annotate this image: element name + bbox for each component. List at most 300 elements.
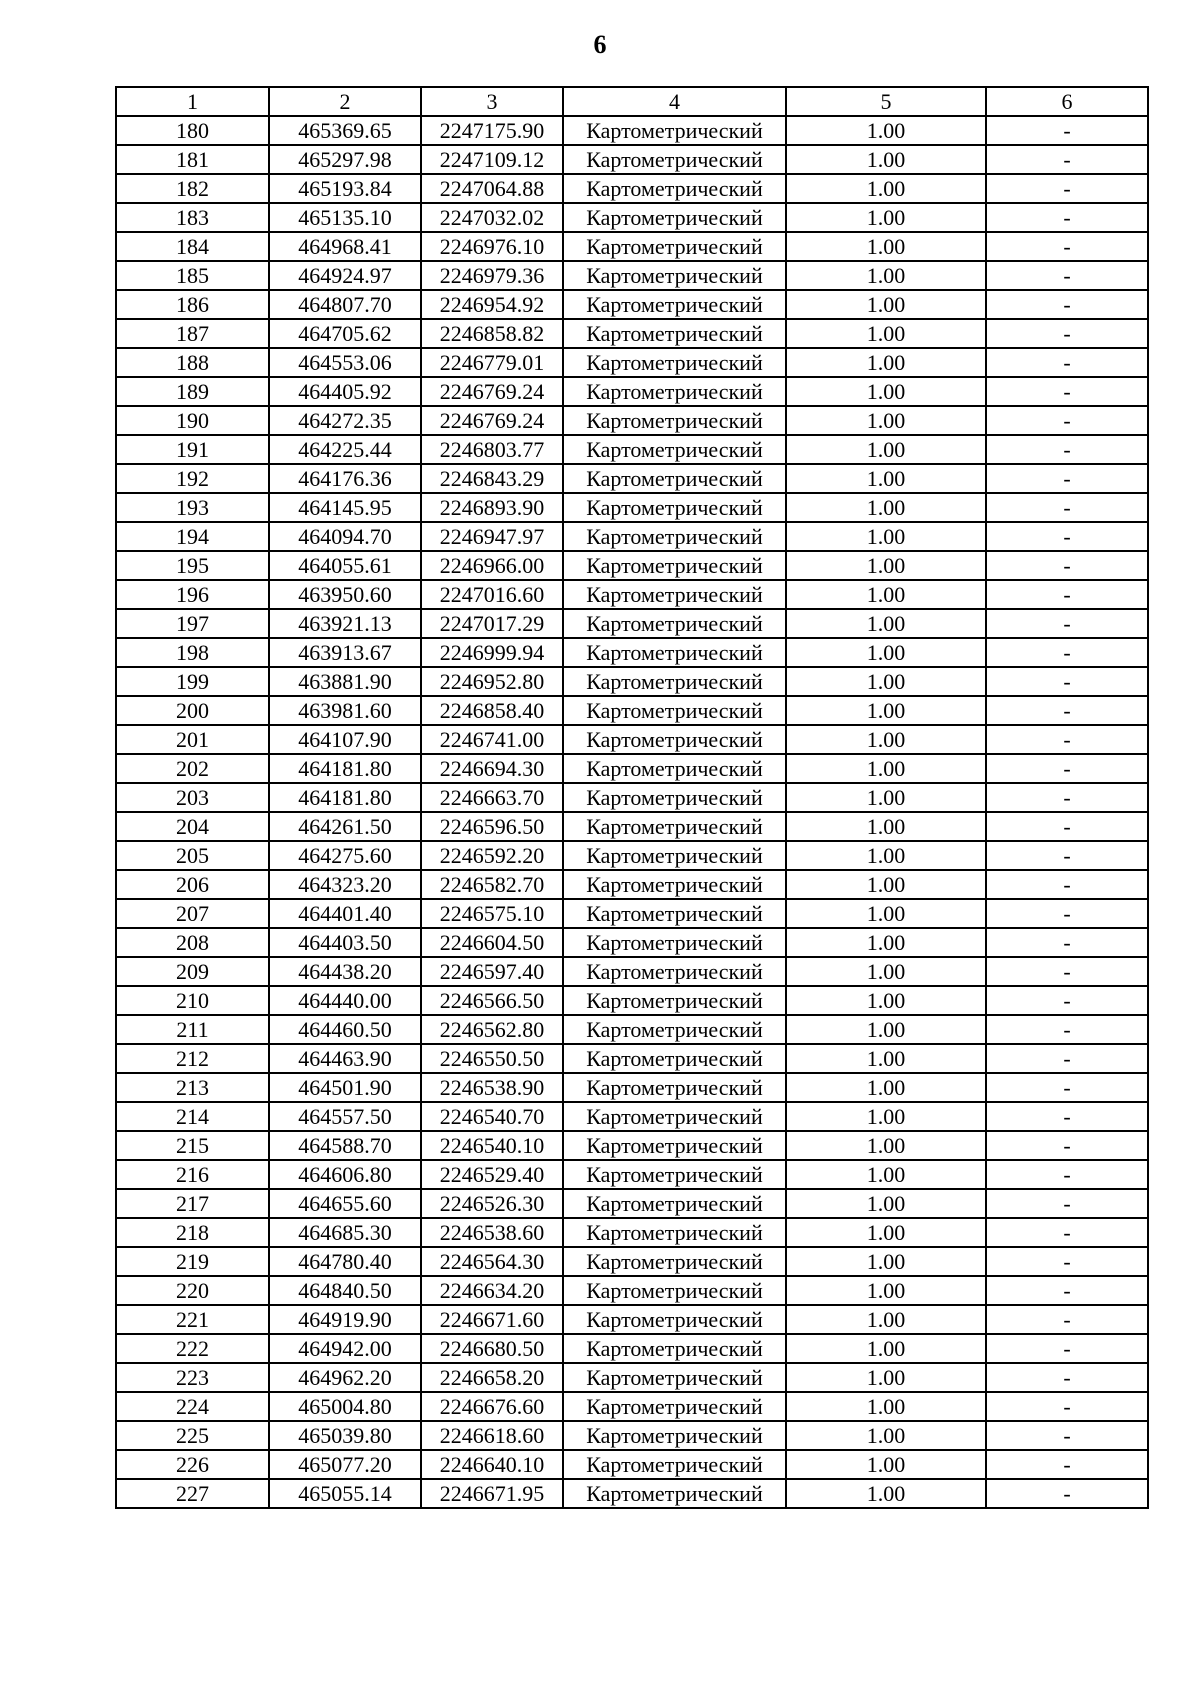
point-number-cell: 219: [116, 1247, 269, 1276]
description-cell: -: [986, 1131, 1148, 1160]
table-row: [116, 1044, 1148, 1073]
description-cell: -: [986, 377, 1148, 406]
table-row: [116, 1392, 1148, 1421]
accuracy-cell: 1.00: [786, 1247, 986, 1276]
description-cell: -: [986, 667, 1148, 696]
x-coordinate-cell: 465193.84: [269, 174, 421, 203]
method-cell: Картометрический: [563, 986, 786, 1015]
table-row: [116, 899, 1148, 928]
x-coordinate-cell: 463981.60: [269, 696, 421, 725]
table-row: [116, 377, 1148, 406]
accuracy-cell: 1.00: [786, 1131, 986, 1160]
y-coordinate-cell: 2246803.77: [421, 435, 563, 464]
accuracy-cell: 1.00: [786, 435, 986, 464]
description-cell: -: [986, 580, 1148, 609]
table-row: [116, 986, 1148, 1015]
y-coordinate-cell: 2246676.60: [421, 1392, 563, 1421]
y-coordinate-cell: 2246562.80: [421, 1015, 563, 1044]
method-cell: Картометрический: [563, 957, 786, 986]
y-coordinate-cell: 2246582.70: [421, 870, 563, 899]
description-cell: -: [986, 1160, 1148, 1189]
x-coordinate-cell: 465135.10: [269, 203, 421, 232]
method-cell: Картометрический: [563, 319, 786, 348]
description-cell: -: [986, 841, 1148, 870]
method-cell: Картометрический: [563, 290, 786, 319]
x-coordinate-cell: 464405.92: [269, 377, 421, 406]
x-coordinate-cell: 465297.98: [269, 145, 421, 174]
table-row: [116, 696, 1148, 725]
column-header: 2: [269, 87, 421, 116]
accuracy-cell: 1.00: [786, 1305, 986, 1334]
table-row: [116, 232, 1148, 261]
method-cell: Картометрический: [563, 1189, 786, 1218]
point-number-cell: 189: [116, 377, 269, 406]
accuracy-cell: 1.00: [786, 1073, 986, 1102]
description-cell: -: [986, 464, 1148, 493]
point-number-cell: 193: [116, 493, 269, 522]
table-row: [116, 812, 1148, 841]
description-cell: -: [986, 406, 1148, 435]
description-cell: -: [986, 899, 1148, 928]
point-number-cell: 206: [116, 870, 269, 899]
method-cell: Картометрический: [563, 203, 786, 232]
accuracy-cell: 1.00: [786, 580, 986, 609]
description-cell: -: [986, 522, 1148, 551]
x-coordinate-cell: 464919.90: [269, 1305, 421, 1334]
accuracy-cell: 1.00: [786, 638, 986, 667]
description-cell: -: [986, 1479, 1148, 1508]
x-coordinate-cell: 464807.70: [269, 290, 421, 319]
x-coordinate-cell: 464440.00: [269, 986, 421, 1015]
y-coordinate-cell: 2246540.70: [421, 1102, 563, 1131]
x-coordinate-cell: 465004.80: [269, 1392, 421, 1421]
y-coordinate-cell: 2246538.90: [421, 1073, 563, 1102]
method-cell: Картометрический: [563, 1218, 786, 1247]
x-coordinate-cell: 463950.60: [269, 580, 421, 609]
point-number-cell: 200: [116, 696, 269, 725]
point-number-cell: 215: [116, 1131, 269, 1160]
x-coordinate-cell: 464501.90: [269, 1073, 421, 1102]
table-row: [116, 551, 1148, 580]
coordinates-table: [115, 86, 1149, 1509]
method-cell: Картометрический: [563, 1450, 786, 1479]
accuracy-cell: 1.00: [786, 1218, 986, 1247]
accuracy-cell: 1.00: [786, 145, 986, 174]
x-coordinate-cell: 463921.13: [269, 609, 421, 638]
description-cell: -: [986, 1334, 1148, 1363]
accuracy-cell: 1.00: [786, 493, 986, 522]
method-cell: Картометрический: [563, 174, 786, 203]
y-coordinate-cell: 2246592.20: [421, 841, 563, 870]
method-cell: Картометрический: [563, 1131, 786, 1160]
accuracy-cell: 1.00: [786, 1015, 986, 1044]
table-row: [116, 1218, 1148, 1247]
point-number-cell: 214: [116, 1102, 269, 1131]
table-row: [116, 667, 1148, 696]
point-number-cell: 213: [116, 1073, 269, 1102]
description-cell: -: [986, 1189, 1148, 1218]
description-cell: -: [986, 783, 1148, 812]
description-cell: -: [986, 551, 1148, 580]
method-cell: Картометрический: [563, 1102, 786, 1131]
description-cell: -: [986, 609, 1148, 638]
point-number-cell: 183: [116, 203, 269, 232]
description-cell: -: [986, 1218, 1148, 1247]
description-cell: -: [986, 1421, 1148, 1450]
x-coordinate-cell: 464181.80: [269, 783, 421, 812]
y-coordinate-cell: 2246952.80: [421, 667, 563, 696]
method-cell: Картометрический: [563, 116, 786, 145]
y-coordinate-cell: 2246999.94: [421, 638, 563, 667]
accuracy-cell: 1.00: [786, 1102, 986, 1131]
description-cell: -: [986, 493, 1148, 522]
method-cell: Картометрический: [563, 609, 786, 638]
y-coordinate-cell: 2246858.82: [421, 319, 563, 348]
description-cell: -: [986, 1305, 1148, 1334]
method-cell: Картометрический: [563, 1305, 786, 1334]
y-coordinate-cell: 2246604.50: [421, 928, 563, 957]
accuracy-cell: 1.00: [786, 232, 986, 261]
column-header: 5: [786, 87, 986, 116]
accuracy-cell: 1.00: [786, 1160, 986, 1189]
column-header: 4: [563, 87, 786, 116]
point-number-cell: 198: [116, 638, 269, 667]
accuracy-cell: 1.00: [786, 261, 986, 290]
accuracy-cell: 1.00: [786, 203, 986, 232]
accuracy-cell: 1.00: [786, 1334, 986, 1363]
table-row: [116, 870, 1148, 899]
table-row: [116, 609, 1148, 638]
y-coordinate-cell: 2246566.50: [421, 986, 563, 1015]
description-cell: -: [986, 1015, 1148, 1044]
table-row: [116, 1102, 1148, 1131]
accuracy-cell: 1.00: [786, 986, 986, 1015]
description-cell: -: [986, 957, 1148, 986]
method-cell: Картометрический: [563, 1421, 786, 1450]
table-row: [116, 957, 1148, 986]
x-coordinate-cell: 464942.00: [269, 1334, 421, 1363]
x-coordinate-cell: 464094.70: [269, 522, 421, 551]
accuracy-cell: 1.00: [786, 464, 986, 493]
x-coordinate-cell: 463881.90: [269, 667, 421, 696]
method-cell: Картометрический: [563, 1392, 786, 1421]
x-coordinate-cell: 464401.40: [269, 899, 421, 928]
table-body: [116, 116, 1148, 1508]
method-cell: Картометрический: [563, 348, 786, 377]
method-cell: Картометрический: [563, 1160, 786, 1189]
accuracy-cell: 1.00: [786, 522, 986, 551]
accuracy-cell: 1.00: [786, 957, 986, 986]
y-coordinate-cell: 2246671.60: [421, 1305, 563, 1334]
x-coordinate-cell: 464275.60: [269, 841, 421, 870]
table-row: [116, 174, 1148, 203]
table-row: [116, 580, 1148, 609]
y-coordinate-cell: 2246979.36: [421, 261, 563, 290]
accuracy-cell: 1.00: [786, 1276, 986, 1305]
method-cell: Картометрический: [563, 406, 786, 435]
table-row: [116, 493, 1148, 522]
y-coordinate-cell: 2246663.70: [421, 783, 563, 812]
y-coordinate-cell: 2246529.40: [421, 1160, 563, 1189]
method-cell: Картометрический: [563, 377, 786, 406]
table-row: [116, 783, 1148, 812]
point-number-cell: 201: [116, 725, 269, 754]
accuracy-cell: 1.00: [786, 1421, 986, 1450]
point-number-cell: 222: [116, 1334, 269, 1363]
x-coordinate-cell: 464553.06: [269, 348, 421, 377]
table-row: [116, 203, 1148, 232]
point-number-cell: 194: [116, 522, 269, 551]
accuracy-cell: 1.00: [786, 174, 986, 203]
x-coordinate-cell: 464403.50: [269, 928, 421, 957]
y-coordinate-cell: 2246954.92: [421, 290, 563, 319]
point-number-cell: 217: [116, 1189, 269, 1218]
y-coordinate-cell: 2247016.60: [421, 580, 563, 609]
method-cell: Картометрический: [563, 522, 786, 551]
table-row: [116, 754, 1148, 783]
x-coordinate-cell: 464323.20: [269, 870, 421, 899]
column-header: 6: [986, 87, 1148, 116]
accuracy-cell: 1.00: [786, 1189, 986, 1218]
accuracy-cell: 1.00: [786, 1450, 986, 1479]
accuracy-cell: 1.00: [786, 348, 986, 377]
description-cell: -: [986, 1102, 1148, 1131]
table-row: [116, 1073, 1148, 1102]
method-cell: Картометрический: [563, 1276, 786, 1305]
accuracy-cell: 1.00: [786, 696, 986, 725]
point-number-cell: 221: [116, 1305, 269, 1334]
description-cell: -: [986, 145, 1148, 174]
y-coordinate-cell: 2246843.29: [421, 464, 563, 493]
description-cell: -: [986, 1276, 1148, 1305]
accuracy-cell: 1.00: [786, 609, 986, 638]
point-number-cell: 220: [116, 1276, 269, 1305]
y-coordinate-cell: 2246769.24: [421, 406, 563, 435]
x-coordinate-cell: 464840.50: [269, 1276, 421, 1305]
table-row: [116, 638, 1148, 667]
point-number-cell: 224: [116, 1392, 269, 1421]
accuracy-cell: 1.00: [786, 406, 986, 435]
x-coordinate-cell: 464685.30: [269, 1218, 421, 1247]
x-coordinate-cell: 464181.80: [269, 754, 421, 783]
point-number-cell: 190: [116, 406, 269, 435]
x-coordinate-cell: 464588.70: [269, 1131, 421, 1160]
method-cell: Картометрический: [563, 580, 786, 609]
accuracy-cell: 1.00: [786, 377, 986, 406]
accuracy-cell: 1.00: [786, 725, 986, 754]
method-cell: Картометрический: [563, 1363, 786, 1392]
table-row: [116, 406, 1148, 435]
point-number-cell: 216: [116, 1160, 269, 1189]
description-cell: -: [986, 725, 1148, 754]
y-coordinate-cell: 2246658.20: [421, 1363, 563, 1392]
accuracy-cell: 1.00: [786, 928, 986, 957]
table-row: [116, 1189, 1148, 1218]
point-number-cell: 186: [116, 290, 269, 319]
y-coordinate-cell: 2246976.10: [421, 232, 563, 261]
point-number-cell: 192: [116, 464, 269, 493]
description-cell: -: [986, 1363, 1148, 1392]
point-number-cell: 184: [116, 232, 269, 261]
description-cell: -: [986, 638, 1148, 667]
x-coordinate-cell: 464557.50: [269, 1102, 421, 1131]
description-cell: -: [986, 1247, 1148, 1276]
x-coordinate-cell: 464463.90: [269, 1044, 421, 1073]
point-number-cell: 212: [116, 1044, 269, 1073]
x-coordinate-cell: 464968.41: [269, 232, 421, 261]
x-coordinate-cell: 464705.62: [269, 319, 421, 348]
point-number-cell: 218: [116, 1218, 269, 1247]
x-coordinate-cell: 465369.65: [269, 116, 421, 145]
table-row: [116, 522, 1148, 551]
x-coordinate-cell: 464055.61: [269, 551, 421, 580]
method-cell: Картометрический: [563, 1334, 786, 1363]
x-coordinate-cell: 464145.95: [269, 493, 421, 522]
table-row: [116, 1305, 1148, 1334]
table-row: [116, 1334, 1148, 1363]
accuracy-cell: 1.00: [786, 841, 986, 870]
description-cell: -: [986, 812, 1148, 841]
point-number-cell: 202: [116, 754, 269, 783]
accuracy-cell: 1.00: [786, 1044, 986, 1073]
accuracy-cell: 1.00: [786, 319, 986, 348]
x-coordinate-cell: 464438.20: [269, 957, 421, 986]
table-row: [116, 1421, 1148, 1450]
method-cell: Картометрический: [563, 899, 786, 928]
x-coordinate-cell: 464107.90: [269, 725, 421, 754]
description-cell: -: [986, 232, 1148, 261]
y-coordinate-cell: 2247064.88: [421, 174, 563, 203]
description-cell: -: [986, 116, 1148, 145]
table-row: [116, 290, 1148, 319]
y-coordinate-cell: 2246575.10: [421, 899, 563, 928]
method-cell: Картометрический: [563, 435, 786, 464]
y-coordinate-cell: 2247017.29: [421, 609, 563, 638]
accuracy-cell: 1.00: [786, 1363, 986, 1392]
x-coordinate-cell: 465039.80: [269, 1421, 421, 1450]
method-cell: Картометрический: [563, 812, 786, 841]
table-row: [116, 435, 1148, 464]
description-cell: -: [986, 290, 1148, 319]
x-coordinate-cell: 464655.60: [269, 1189, 421, 1218]
point-number-cell: 225: [116, 1421, 269, 1450]
table-row: [116, 116, 1148, 145]
description-cell: -: [986, 696, 1148, 725]
x-coordinate-cell: 465077.20: [269, 1450, 421, 1479]
y-coordinate-cell: 2246680.50: [421, 1334, 563, 1363]
method-cell: Картометрический: [563, 725, 786, 754]
x-coordinate-cell: 465055.14: [269, 1479, 421, 1508]
description-cell: -: [986, 1073, 1148, 1102]
point-number-cell: 205: [116, 841, 269, 870]
y-coordinate-cell: 2246640.10: [421, 1450, 563, 1479]
point-number-cell: 211: [116, 1015, 269, 1044]
accuracy-cell: 1.00: [786, 870, 986, 899]
accuracy-cell: 1.00: [786, 1479, 986, 1508]
point-number-cell: 182: [116, 174, 269, 203]
table-row: [116, 348, 1148, 377]
x-coordinate-cell: 464460.50: [269, 1015, 421, 1044]
point-number-cell: 196: [116, 580, 269, 609]
point-number-cell: 197: [116, 609, 269, 638]
description-cell: -: [986, 1450, 1148, 1479]
description-cell: -: [986, 203, 1148, 232]
description-cell: -: [986, 261, 1148, 290]
accuracy-cell: 1.00: [786, 754, 986, 783]
y-coordinate-cell: 2246597.40: [421, 957, 563, 986]
point-number-cell: 187: [116, 319, 269, 348]
accuracy-cell: 1.00: [786, 116, 986, 145]
description-cell: -: [986, 174, 1148, 203]
description-cell: -: [986, 348, 1148, 377]
method-cell: Картометрический: [563, 1044, 786, 1073]
y-coordinate-cell: 2246947.97: [421, 522, 563, 551]
method-cell: Картометрический: [563, 638, 786, 667]
y-coordinate-cell: 2246634.20: [421, 1276, 563, 1305]
point-number-cell: 191: [116, 435, 269, 464]
point-number-cell: 185: [116, 261, 269, 290]
y-coordinate-cell: 2246596.50: [421, 812, 563, 841]
x-coordinate-cell: 464272.35: [269, 406, 421, 435]
accuracy-cell: 1.00: [786, 899, 986, 928]
point-number-cell: 210: [116, 986, 269, 1015]
y-coordinate-cell: 2246538.60: [421, 1218, 563, 1247]
page-number: 6: [593, 30, 607, 59]
y-coordinate-cell: 2246966.00: [421, 551, 563, 580]
y-coordinate-cell: 2246694.30: [421, 754, 563, 783]
method-cell: Картометрический: [563, 464, 786, 493]
accuracy-cell: 1.00: [786, 290, 986, 319]
description-cell: -: [986, 1392, 1148, 1421]
column-header: 1: [116, 87, 269, 116]
x-coordinate-cell: 464780.40: [269, 1247, 421, 1276]
accuracy-cell: 1.00: [786, 1392, 986, 1421]
y-coordinate-cell: 2246779.01: [421, 348, 563, 377]
y-coordinate-cell: 2246769.24: [421, 377, 563, 406]
accuracy-cell: 1.00: [786, 812, 986, 841]
description-cell: -: [986, 928, 1148, 957]
y-coordinate-cell: 2246550.50: [421, 1044, 563, 1073]
method-cell: Картометрический: [563, 783, 786, 812]
y-coordinate-cell: 2246893.90: [421, 493, 563, 522]
point-number-cell: 181: [116, 145, 269, 174]
point-number-cell: 195: [116, 551, 269, 580]
accuracy-cell: 1.00: [786, 783, 986, 812]
table-row: [116, 319, 1148, 348]
table-row: [116, 1479, 1148, 1508]
method-cell: Картометрический: [563, 1479, 786, 1508]
table-row: [116, 464, 1148, 493]
method-cell: Картометрический: [563, 551, 786, 580]
point-number-cell: 223: [116, 1363, 269, 1392]
accuracy-cell: 1.00: [786, 667, 986, 696]
column-header: 3: [421, 87, 563, 116]
description-cell: -: [986, 870, 1148, 899]
description-cell: -: [986, 1044, 1148, 1073]
x-coordinate-cell: 464924.97: [269, 261, 421, 290]
x-coordinate-cell: 464962.20: [269, 1363, 421, 1392]
method-cell: Картометрический: [563, 1247, 786, 1276]
point-number-cell: 180: [116, 116, 269, 145]
point-number-cell: 226: [116, 1450, 269, 1479]
table-row: [116, 1247, 1148, 1276]
method-cell: Картометрический: [563, 841, 786, 870]
table-row: [116, 261, 1148, 290]
point-number-cell: 199: [116, 667, 269, 696]
table-row: [116, 1363, 1148, 1392]
x-coordinate-cell: 464261.50: [269, 812, 421, 841]
accuracy-cell: 1.00: [786, 551, 986, 580]
